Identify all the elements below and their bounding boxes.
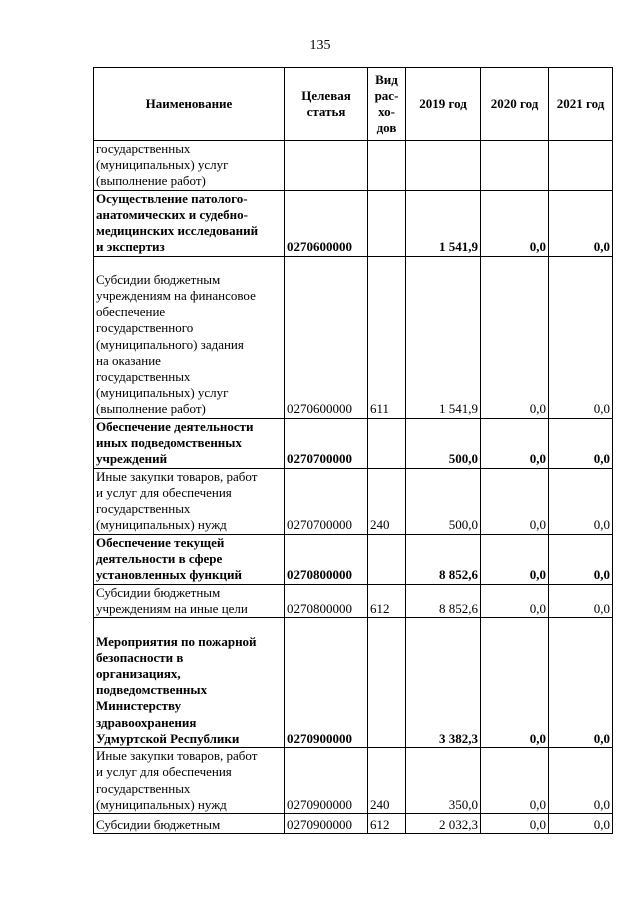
row-name-line: безопасности в [96,649,184,665]
header-target: Целевая статья [285,68,368,141]
row-target-code: 0270600000 [285,190,368,256]
row-name [94,418,285,468]
row-expense-kind: 612 [368,584,406,617]
row-name-line: учреждений [96,451,168,467]
table-row [94,468,613,534]
row-target-code: 0270900000 [285,618,368,748]
row-name-line: (муниципальных) услуг [96,385,229,401]
header-row [94,68,613,141]
row-expense-kind [368,190,406,256]
row-name-line: обеспечение [96,304,166,320]
row-name [94,534,285,584]
row-name-line: государственных [96,501,191,517]
row-name-line: (выполнение работ) [96,173,206,189]
row-name-line: организациях, [96,666,181,681]
row-value-2020: 0,0 [481,534,549,584]
row-name-line: Субсидии бюджетным [96,584,221,600]
row-name-line: (муниципальных) нужд [96,517,227,533]
header-kind-line: хо- [378,104,395,119]
header-kind-line: рас- [374,87,399,103]
row-value-2019: 500,0 [406,468,481,534]
row-name-line: государственных [96,369,191,384]
row-name-line: Иные закупки товаров, работ [96,468,258,484]
row-name-line: учреждениям на финансовое [96,287,256,303]
row-name-line: государственных [96,780,191,796]
table-row [94,141,613,191]
table-row [94,584,613,617]
row-name-line: и услуг для обеспечения [96,485,232,500]
row-value-2021: 0,0 [549,256,613,418]
row-value-2020: 0,0 [481,256,549,418]
row-expense-kind: 240 [368,468,406,534]
row-name-line: и услуг для обеспечения [96,764,232,780]
row-expense-kind: 612 [368,814,406,834]
row-name-line: учреждениям на иные цели [96,600,248,616]
row-name-line: деятельности в сфере [96,551,223,567]
table-body [94,141,613,834]
row-target-code: 0270600000 [285,256,368,418]
row-name [94,618,285,748]
row-value-2021: 0,0 [549,814,613,834]
row-name-line: (муниципальных) нужд [96,796,227,812]
header-kind-line: Вид [375,71,398,87]
row-value-2021: 0,0 [549,468,613,534]
row-name [94,468,285,534]
row-name-line: Мероприятия по пожарной [96,633,257,649]
row-value-2020: 0,0 [481,618,549,748]
table-row [94,418,613,468]
row-name-line: Министерству [96,698,182,714]
row-name-line: Субсидии бюджетным [96,816,221,832]
row-value-2020: 0,0 [481,190,549,256]
row-name [94,190,285,256]
row-value-2021: 0,0 [549,584,613,617]
row-name-line: государственных [96,141,191,156]
row-value-2020: 0,0 [481,418,549,468]
table-row [94,618,613,748]
row-target-code: 0270700000 [285,468,368,534]
row-value-2020: 0,0 [481,468,549,534]
row-target-code: 0270800000 [285,584,368,617]
row-expense-kind: 611 [368,256,406,418]
row-name-line: государственного [96,320,194,336]
row-value-2019: 500,0 [406,418,481,468]
header-2021: 2021 год [549,68,613,141]
row-expense-kind: 240 [368,748,406,814]
table-row [94,190,613,256]
row-name-line: медицинских исследований [96,223,259,239]
row-name-line: на оказание [96,352,161,368]
row-value-2021: 0,0 [549,618,613,748]
row-name [94,584,285,617]
row-name [94,748,285,814]
row-value-2019: 8 852,6 [406,584,481,617]
row-value-2021: 0,0 [549,748,613,814]
table-row [94,748,613,814]
row-target-code: 0270700000 [285,418,368,468]
row-target-code: 0270900000 [285,748,368,814]
row-name [94,814,285,834]
row-name [94,141,285,191]
row-name-line: Осуществление патолого- [96,190,248,206]
row-value-2021: 0,0 [549,418,613,468]
row-target-code: 0270900000 [285,814,368,834]
header-name: Наименование [94,68,285,141]
row-name-line: (выполнение работ) [96,401,206,417]
row-name-line: Субсидии бюджетным [96,271,221,287]
row-expense-kind [368,141,406,191]
row-value-2019: 3 382,3 [406,618,481,748]
header-2019: 2019 год [406,68,481,141]
row-name-line: подведомственных [96,682,208,698]
row-value-2020 [481,141,549,191]
row-target-code [285,141,368,191]
header-kind [368,68,406,141]
row-value-2020: 0,0 [481,748,549,814]
table-row [94,256,613,418]
row-target-code: 0270800000 [285,534,368,584]
header-2020: 2020 год [481,68,549,141]
row-expense-kind [368,618,406,748]
row-value-2021: 0,0 [549,534,613,584]
row-name-line: здравоохранения [96,714,197,730]
budget-table [93,67,613,834]
row-name-line: (муниципального) задания [96,336,244,352]
row-value-2019 [406,141,481,191]
row-value-2021: 0,0 [549,190,613,256]
row-name-line: установленных функций [96,567,242,583]
page-number: 135 [309,38,331,53]
row-value-2021 [549,141,613,191]
row-name-line: анатомических и судебно- [96,207,248,222]
table-row [94,534,613,584]
row-value-2019: 2 032,3 [406,814,481,834]
row-name-line: и экспертиз [96,239,165,255]
row-value-2019: 350,0 [406,748,481,814]
row-value-2019: 1 541,9 [406,190,481,256]
row-expense-kind [368,418,406,468]
row-name [94,256,285,418]
row-name-line: Обеспечение деятельности [96,419,254,434]
row-name-line: Удмуртской Республики [96,730,240,746]
row-name-line: Иные закупки товаров, работ [96,748,258,764]
table-row [94,814,613,834]
row-name-line: Обеспечение текущей [96,535,225,550]
header-kind-line: дов [376,120,397,136]
row-value-2019: 8 852,6 [406,534,481,584]
row-expense-kind [368,534,406,584]
row-value-2020: 0,0 [481,814,549,834]
row-name-line: (муниципальных) услуг [96,157,229,173]
row-value-2019: 1 541,9 [406,256,481,418]
row-value-2020: 0,0 [481,584,549,617]
row-name-line: иных подведомственных [96,435,242,451]
